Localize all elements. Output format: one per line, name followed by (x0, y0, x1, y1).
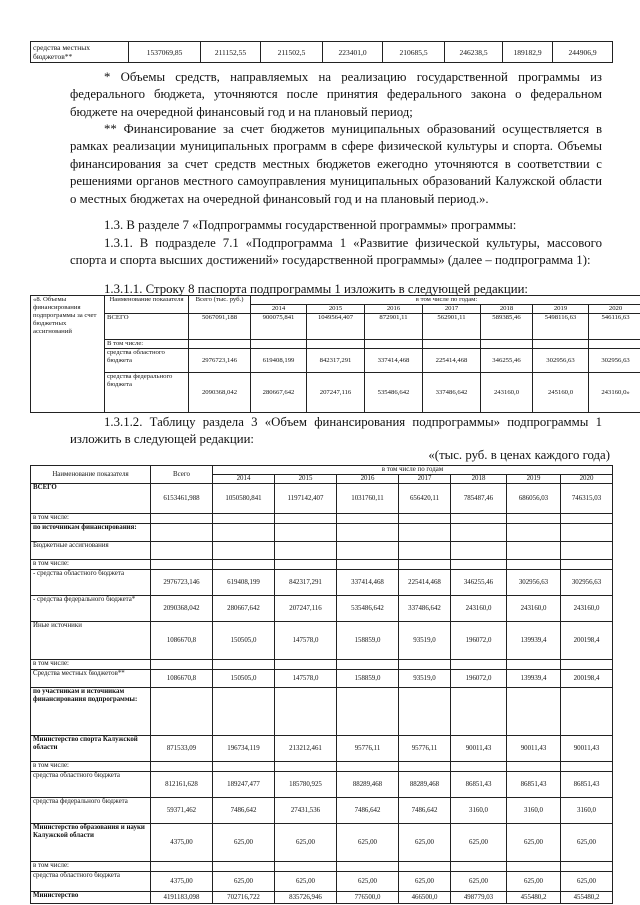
cell-value (561, 524, 613, 542)
year-header: 2019 (507, 475, 561, 484)
cell-value: 3160,0 (451, 798, 507, 824)
cell-total (151, 524, 213, 542)
paragraph-1-3-1: 1.3.1. В подразделе 7.1 «Подпрограмма 1 «Развитие физической культуры, массового спорта и спорта высших достижений» государственной программы» (далее – подпрограмма 1): (70, 236, 602, 268)
cell-total: 4375,00 (151, 824, 213, 862)
passport-row-label: «8. Объемы финансирования подпрограммы за счет бюджетных ассигнований (31, 296, 105, 413)
table-row (31, 524, 613, 542)
cell-value: 337414,468 (365, 349, 423, 373)
cell-value: 243160,0 (481, 373, 533, 413)
cell-value (213, 542, 275, 560)
cell-value: 625,00 (337, 872, 399, 892)
units-caption: «(тыс. руб. в ценах каждого года) (428, 448, 610, 462)
cell-value: 223401,0 (323, 42, 383, 63)
cell-value: 702716,722 (213, 892, 275, 904)
cell-value (399, 660, 451, 670)
cell-value: 455480,2 (561, 892, 613, 904)
cell-value: 2976723,146 (189, 349, 251, 373)
cell-total: 4375,00 (151, 872, 213, 892)
cell-total: 871533,09 (151, 736, 213, 762)
cell-value: 562901,11 (423, 314, 481, 340)
cell-value: 213212,461 (275, 736, 337, 762)
cell-value (561, 514, 613, 524)
cell-value (399, 762, 451, 772)
table-row (31, 824, 613, 862)
cell-value: 625,00 (275, 872, 337, 892)
cell-total (151, 862, 213, 872)
cell-value: 535486,642 (365, 373, 423, 413)
cell-value: 88289,468 (337, 772, 399, 798)
cell-value: 7486,642 (399, 798, 451, 824)
year-header: 2016 (365, 305, 423, 314)
cell-value: 455480,2 (507, 892, 561, 904)
cell-value: 139939,4 (507, 622, 561, 660)
row-label: по источникам финансирования: (31, 524, 151, 542)
cell-value: 625,00 (399, 872, 451, 892)
cell-value: 625,00 (507, 872, 561, 892)
cell-value: 200198,4 (561, 622, 613, 660)
paragraph-1-3-1-1: 1.3.1.1. Строку 8 паспорта подпрограммы 1 изложить в следующей редакции: (104, 282, 528, 296)
cell-value: 498779,03 (451, 892, 507, 904)
cell-total (151, 514, 213, 524)
cell-value: 619408,199 (213, 570, 275, 596)
cell-value: 189182,9 (503, 42, 553, 63)
paragraph-1-3: 1.3. В разделе 7 «Подпрограммы государственной программы» программы: (104, 218, 517, 232)
cell-value: 196072,0 (451, 670, 507, 688)
funding-continuation-table (30, 41, 613, 63)
cell-value (399, 862, 451, 872)
cell-total: 2976723,146 (151, 570, 213, 596)
cell-value (213, 688, 275, 736)
cell-value: 5498116,63 (533, 314, 589, 340)
cell-value (561, 862, 613, 872)
row-label: средства областного бюджета (105, 349, 189, 373)
cell-value: 337414,468 (337, 570, 399, 596)
cell-value: 746315,03 (561, 484, 613, 514)
cell-value: 337486,642 (399, 596, 451, 622)
table-row (31, 660, 613, 670)
cell-value: 280667,642 (251, 373, 307, 413)
cell-value: 243160,0 (507, 596, 561, 622)
table-row (31, 42, 613, 63)
cell-value: 158859,0 (337, 622, 399, 660)
cell-value: 346255,46 (481, 349, 533, 373)
cell-value (561, 660, 613, 670)
cell-value: 139939,4 (507, 670, 561, 688)
cell-value (337, 862, 399, 872)
cell-value: 842317,291 (275, 570, 337, 596)
cell-value: 625,00 (561, 872, 613, 892)
cell-value: 93519,0 (399, 670, 451, 688)
row-label: ВСЕГО (105, 314, 189, 340)
cell-value (507, 688, 561, 736)
cell-value: 337486,642 (423, 373, 481, 413)
cell-value: 625,00 (337, 824, 399, 862)
cell-value: 90011,43 (507, 736, 561, 762)
row-label: средства областного бюджета (31, 772, 151, 798)
row-label: В том числе: (105, 340, 189, 349)
cell-value: 150505,0 (213, 670, 275, 688)
row-label: в том числе: (31, 762, 151, 772)
cell-value (561, 560, 613, 570)
table-row (31, 484, 613, 514)
cell-value: 88289,468 (399, 772, 451, 798)
cell-value (337, 762, 399, 772)
row-label: средства областного бюджета (31, 872, 151, 892)
cell-value (451, 524, 507, 542)
cell-value: 243160,0 (451, 596, 507, 622)
cell-value (507, 862, 561, 872)
cell-value: 90011,43 (561, 736, 613, 762)
column-header: Наименование показателя (105, 296, 189, 314)
cell-value: 302956,63 (561, 570, 613, 596)
footnote-local: ** Финансирование за счет бюджетов муниципальных образований осуществляется в рамках реализации муниципальных программ в сфере физической культуры и спорта. Объемы финансирования за счет средств местных бюджетов ежегодно уточняются в соответствии с решениями органов местного самоуправления муниципальных образований Калужской области о местных бюджетах на очередной финансовый год и на плановый период.». (70, 122, 602, 206)
cell-value: 686056,03 (507, 484, 561, 514)
cell-value: 842317,291 (307, 349, 365, 373)
year-header: 2015 (275, 475, 337, 484)
cell-value (451, 560, 507, 570)
cell-value: 546116,63 (589, 314, 640, 340)
column-header: в том числе по годам: (251, 296, 640, 305)
table-row (31, 872, 613, 892)
cell-value (399, 688, 451, 736)
cell-total: 2090368,042 (151, 596, 213, 622)
cell-value: 147578,0 (275, 670, 337, 688)
cell-value (399, 560, 451, 570)
cell-value: 1031760,11 (337, 484, 399, 514)
cell-value (399, 524, 451, 542)
cell-value: 625,00 (451, 872, 507, 892)
column-header: Наименование показателя (31, 466, 151, 484)
cell-total (151, 762, 213, 772)
row-label: в том числе: (31, 862, 151, 872)
cell-value: 3160,0 (561, 798, 613, 824)
cell-value: 243160,0» (589, 373, 640, 413)
row-label: средства федерального бюджета (105, 373, 189, 413)
row-label: средства федерального бюджета (31, 798, 151, 824)
cell-value (275, 514, 337, 524)
cell-value: 207247,116 (275, 596, 337, 622)
column-header: в том числе по годам (213, 466, 613, 475)
cell-value: 245160,0 (533, 373, 589, 413)
cell-value: 86851,43 (451, 772, 507, 798)
cell-value: 147578,0 (275, 622, 337, 660)
cell-value: 785487,46 (451, 484, 507, 514)
cell-value: 656420,11 (399, 484, 451, 514)
cell-value: 189247,477 (213, 772, 275, 798)
row-label: Бюджетные ассигнования (31, 542, 151, 560)
cell-value: 95776,11 (337, 736, 399, 762)
year-header: 2018 (451, 475, 507, 484)
year-header: 2017 (423, 305, 481, 314)
table-row (31, 862, 613, 872)
cell-value: 7486,642 (337, 798, 399, 824)
cell-value (451, 542, 507, 560)
cell-value (507, 762, 561, 772)
cell-value: 302956,63 (507, 570, 561, 596)
cell-value: 280667,642 (213, 596, 275, 622)
table-row (31, 622, 613, 660)
cell-value: 3160,0 (507, 798, 561, 824)
subprogram-funding-table (30, 465, 613, 904)
row-label: в том числе: (31, 560, 151, 570)
cell-value: 625,00 (561, 824, 613, 862)
cell-value (399, 542, 451, 560)
table-row (31, 736, 613, 762)
passport-funding-table (30, 295, 640, 413)
cell-value: 27431,536 (275, 798, 337, 824)
cell-value: 619408,199 (251, 349, 307, 373)
cell-value: 244906,9 (553, 42, 613, 63)
table-row (31, 892, 613, 904)
cell-value: 625,00 (399, 824, 451, 862)
cell-value: 625,00 (213, 824, 275, 862)
cell-value: 625,00 (275, 824, 337, 862)
cell-value (561, 688, 613, 736)
row-label: ВСЕГО (31, 484, 151, 514)
cell-value: 1050580,841 (213, 484, 275, 514)
cell-total (151, 660, 213, 670)
cell-value (451, 862, 507, 872)
row-label: - средства областного бюджета (31, 570, 151, 596)
cell-value (561, 762, 613, 772)
cell-value: 872901,11 (365, 314, 423, 340)
cell-value (507, 560, 561, 570)
cell-value: 1049564,407 (307, 314, 365, 340)
year-header: 2020 (561, 475, 613, 484)
cell-value (213, 514, 275, 524)
cell-value: 95776,11 (399, 736, 451, 762)
cell-value (451, 688, 507, 736)
row-label: Министерство (31, 892, 151, 904)
year-header: 2014 (213, 475, 275, 484)
table-row (31, 349, 640, 373)
cell-value: 7486,642 (213, 798, 275, 824)
cell-value: 86851,43 (507, 772, 561, 798)
cell-value: 900075,841 (251, 314, 307, 340)
cell-value (507, 524, 561, 542)
cell-value: 466500,0 (399, 892, 451, 904)
cell-value (507, 514, 561, 524)
cell-total (151, 560, 213, 570)
cell-value: 207247,116 (307, 373, 365, 413)
year-header: 2018 (481, 305, 533, 314)
cell-value: 835726,946 (275, 892, 337, 904)
table-row (31, 670, 613, 688)
cell-value (275, 862, 337, 872)
cell-value (399, 514, 451, 524)
cell-value: 196072,0 (451, 622, 507, 660)
row-label: Министерство спорта Калужской области (31, 736, 151, 762)
cell-value (337, 524, 399, 542)
row-label: Министерство образования и науки Калужской области (31, 824, 151, 862)
row-label: Иные источники (31, 622, 151, 660)
cell-total (151, 688, 213, 736)
year-header: 2019 (533, 305, 589, 314)
table-row (31, 596, 613, 622)
cell-value (337, 514, 399, 524)
cell-value: 225414,468 (399, 570, 451, 596)
table-row (31, 772, 613, 798)
cell-value (337, 660, 399, 670)
cell-total: 59371,462 (151, 798, 213, 824)
table-row (31, 340, 640, 349)
cell-value: 589385,46 (481, 314, 533, 340)
cell-value (337, 542, 399, 560)
cell-value (275, 524, 337, 542)
year-header: 2015 (307, 305, 365, 314)
row-label: в том числе: (31, 660, 151, 670)
table-row (31, 798, 613, 824)
cell-value: 200198,4 (561, 670, 613, 688)
cell-value (275, 688, 337, 736)
row-label: средства местных бюджетов** (31, 42, 129, 63)
cell-value: 5067091,188 (189, 314, 251, 340)
table-row (31, 560, 613, 570)
cell-value (561, 542, 613, 560)
cell-value (213, 660, 275, 670)
cell-value: 90011,43 (451, 736, 507, 762)
cell-value (275, 762, 337, 772)
cell-total: 4191183,098 (151, 892, 213, 904)
cell-value (507, 542, 561, 560)
column-header: Всего (151, 466, 213, 484)
cell-value: 211502,5 (261, 42, 323, 63)
row-label: в том числе: (31, 514, 151, 524)
table-row (31, 542, 613, 560)
year-header: 2020 (589, 305, 640, 314)
cell-value: 93519,0 (399, 622, 451, 660)
cell-value: 86851,43 (561, 772, 613, 798)
table-row (31, 688, 613, 736)
year-header: 2017 (399, 475, 451, 484)
cell-value: 776500,0 (337, 892, 399, 904)
cell-value (213, 762, 275, 772)
cell-value: 2090368,042 (189, 373, 251, 413)
table-row (31, 314, 640, 340)
cell-value (213, 560, 275, 570)
cell-value (213, 524, 275, 542)
cell-value: 225414,468 (423, 349, 481, 373)
paragraph-1-3-1-2: 1.3.1.2. Таблицу раздела 3 «Объем финансирования подпрограммы» подпрограммы 1 изложить в следующей редакции: (70, 415, 602, 447)
cell-value: 1537069,85 (129, 42, 201, 63)
cell-value: 302956,63 (533, 349, 589, 373)
cell-value: 346255,46 (451, 570, 507, 596)
cell-total: 1086670,8 (151, 670, 213, 688)
cell-value (275, 560, 337, 570)
cell-value (275, 660, 337, 670)
row-label: - средства федерального бюджета* (31, 596, 151, 622)
cell-value: 210685,5 (383, 42, 445, 63)
column-header: Всего (тыс. руб.) (189, 296, 251, 314)
cell-value (451, 660, 507, 670)
year-header: 2016 (337, 475, 399, 484)
cell-value: 243160,0 (561, 596, 613, 622)
year-header: 2014 (251, 305, 307, 314)
cell-value: 246238,5 (445, 42, 503, 63)
cell-value: 150505,0 (213, 622, 275, 660)
table-row (31, 570, 613, 596)
cell-value: 535486,642 (337, 596, 399, 622)
cell-value: 158859,0 (337, 670, 399, 688)
cell-value (213, 862, 275, 872)
cell-value: 625,00 (213, 872, 275, 892)
cell-value (337, 688, 399, 736)
row-label: Средства местных бюджетов** (31, 670, 151, 688)
cell-value (337, 560, 399, 570)
row-label: по участникам и источникам финансирования подпрограммы: (31, 688, 151, 736)
cell-total: 1086670,8 (151, 622, 213, 660)
cell-value: 196734,119 (213, 736, 275, 762)
cell-value (507, 660, 561, 670)
cell-value: 211152,55 (201, 42, 261, 63)
table-row (31, 373, 640, 413)
cell-value (451, 762, 507, 772)
cell-value (275, 542, 337, 560)
cell-value: 625,00 (451, 824, 507, 862)
cell-total (151, 542, 213, 560)
cell-value: 185780,925 (275, 772, 337, 798)
table-row (31, 762, 613, 772)
cell-value (451, 514, 507, 524)
footnote-federal: * Объемы средств, направляемых на реализацию государственной программы из федерального бюджета, уточняются после принятия федерального закона о федеральном бюджете на очередной финансовый год и на плановый период; (70, 70, 602, 119)
cell-value: 302956,63 (589, 349, 640, 373)
cell-value: 1197142,407 (275, 484, 337, 514)
cell-total: 812161,628 (151, 772, 213, 798)
table-row (31, 514, 613, 524)
cell-total: 6153461,988 (151, 484, 213, 514)
cell-value: 625,00 (507, 824, 561, 862)
